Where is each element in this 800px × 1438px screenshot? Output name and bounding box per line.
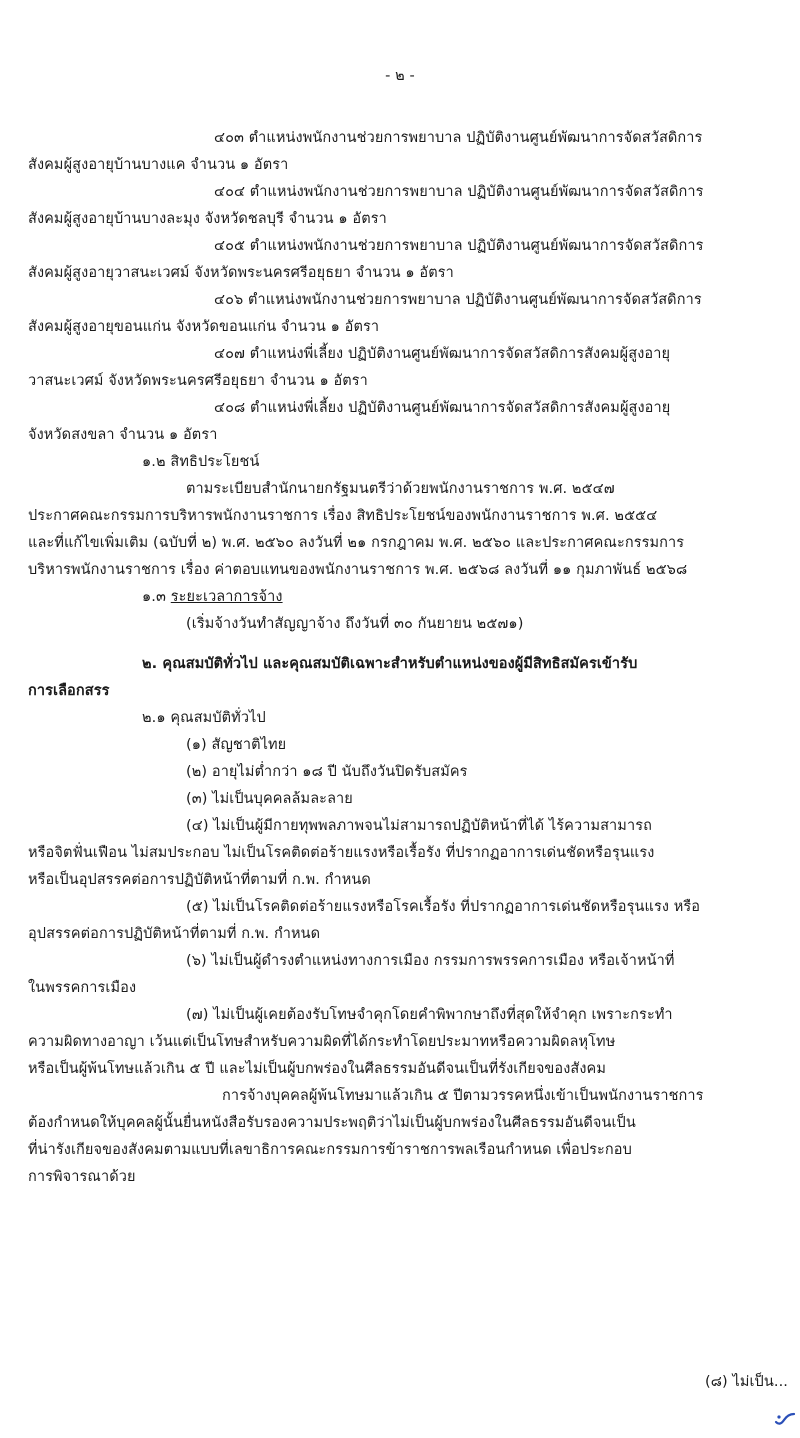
position-line: ๔๐๕ ตำแหน่งพนักงานช่วยการพยาบาล ปฏิบัติงานศูนย์พัฒนาการจัดสวัสดิการ: [214, 238, 704, 254]
benefits-heading: ๑.๒ สิทธิประโยชน์: [142, 454, 260, 470]
qualification-item: (๗) ไม่เป็นผู้เคยต้องรับโทษจำคุกโดยคำพิพากษาถึงที่สุดให้จำคุก เพราะกระทำ: [186, 1007, 673, 1023]
qualification-item: ในพรรคการเมือง: [28, 980, 137, 996]
continuation-text: (๘) ไม่เป็น...: [704, 1374, 788, 1390]
section2-title: ๒. คุณสมบัติทั่วไป และคุณสมบัติเฉพาะสำหรับตำแหน่งของผู้มีสิทธิสมัครเข้ารับ: [142, 656, 638, 672]
position-line: สังคมผู้สูงอายุวาสนะเวศม์ จังหวัดพระนครศรีอยุธยา จำนวน ๑ อัตรา: [28, 265, 454, 281]
position-line: ๔๐๖ ตำแหน่งพนักงานช่วยการพยาบาล ปฏิบัติงานศูนย์พัฒนาการจัดสวัสดิการ: [214, 292, 702, 308]
position-line: ๔๐๔ ตำแหน่งพนักงานช่วยการพยาบาล ปฏิบัติงานศูนย์พัฒนาการจัดสวัสดิการ: [214, 184, 704, 200]
employment-period-text: (เริ่มจ้างวันทำสัญญาจ้าง ถึงวันที่ ๓๐ กันยายน ๒๕๗๑): [186, 616, 524, 632]
qualification-item: ความผิดทางอาญา เว้นแต่เป็นโทษสำหรับความผิดที่ได้กระทำโดยประมาทหรือความผิดลหุโทษ: [28, 1034, 616, 1050]
position-line: ๔๐๗ ตำแหน่งพี่เลี้ยง ปฏิบัติงานศูนย์พัฒนาการจัดสวัสดิการสังคมผู้สูงอายุ: [214, 346, 671, 362]
benefits-line: ตามระเบียบสำนักนายกรัฐมนตรีว่าด้วยพนักงานราชการ พ.ศ. ๒๕๔๗: [186, 481, 615, 497]
qualification-item: อุปสรรคต่อการปฏิบัติหน้าที่ตามที่ ก.พ. กำหนด: [28, 926, 321, 942]
benefits-line: บริหารพนักงานราชการ เรื่อง ค่าตอบแทนของพนักงานราชการ พ.ศ. ๒๕๖๘ ลงวันที่ ๑๑ กุมภาพันธ์ ๒๕๖๘: [28, 562, 688, 578]
position-line: จังหวัดสงขลา จำนวน ๑ อัตรา: [28, 427, 218, 443]
ink-mark-icon: [772, 1408, 798, 1428]
general-qualifications-heading: ๒.๑ คุณสมบัติทั่วไป: [142, 710, 266, 726]
qualification-item: (๒) อายุไม่ต่ำกว่า ๑๘ ปี นับถึงวันปิดรับสมัคร: [186, 764, 468, 780]
qualification-item: หรือจิตฟั่นเฟือน ไม่สมประกอบ ไม่เป็นโรคติดต่อร้ายแรงหรือเรื้อรัง ที่ปรากฏอาการเด่นชัดหรือรุนแรง: [28, 845, 655, 861]
page-number: - ๒ -: [385, 68, 415, 84]
employment-period-title: ระยะเวลาการจ้าง: [170, 589, 283, 605]
note-line: ที่น่ารังเกียจของสังคมตามแบบที่เลขาธิการคณะกรรมการข้าราชการพลเรือนกำหนด เพื่อประกอบ: [28, 1142, 632, 1158]
qualification-item: หรือเป็นผู้พ้นโทษแล้วเกิน ๕ ปี และไม่เป็นผู้บกพร่องในศีลธรรมอันดีจนเป็นที่รังเกียจของสังคม: [28, 1061, 607, 1077]
note-line: การจ้างบุคคลผู้พ้นโทษมาแล้วเกิน ๕ ปีตามวรรคหนึ่งเข้าเป็นพนักงานราชการ: [222, 1088, 704, 1104]
benefits-line: ประกาศคณะกรรมการบริหารพนักงานราชการ เรื่อง สิทธิประโยชน์ของพนักงานราชการ พ.ศ. ๒๕๕๔: [28, 508, 658, 524]
position-line: สังคมผู้สูงอายุบ้านบางแค จำนวน ๑ อัตรา: [28, 157, 289, 173]
section2-title-cont: การเลือกสรร: [28, 683, 110, 699]
position-line: ๔๐๓ ตำแหน่งพนักงานช่วยการพยาบาล ปฏิบัติงานศูนย์พัฒนาการจัดสวัสดิการ: [214, 130, 703, 146]
position-line: ๔๐๘ ตำแหน่งพี่เลี้ยง ปฏิบัติงานศูนย์พัฒนาการจัดสวัสดิการสังคมผู้สูงอายุ: [214, 400, 671, 416]
employment-period-heading: [142, 587, 283, 607]
position-line: สังคมผู้สูงอายุขอนแก่น จังหวัดขอนแก่น จำนวน ๑ อัตรา: [28, 319, 380, 335]
note-line: ต้องกำหนดให้บุคคลผู้นั้นยื่นหนังสือรับรองความประพฤติว่าไม่เป็นผู้บกพร่องในศีลธรรมอันดีจนเป็น: [28, 1115, 636, 1131]
benefits-line: และที่แก้ไขเพิ่มเติม (ฉบับที่ ๒) พ.ศ. ๒๕๖๐ ลงวันที่ ๒๑ กรกฎาคม พ.ศ. ๒๕๖๐ และประกาศคณะกรรมการ: [28, 535, 685, 551]
qualification-item: (๔) ไม่เป็นผู้มีกายทุพพลภาพจนไม่สามารถปฏิบัติหน้าที่ได้ ไร้ความสามารถ: [186, 818, 652, 834]
qualification-item: หรือเป็นอุปสรรคต่อการปฏิบัติหน้าที่ตามที่ ก.พ. กำหนด: [28, 872, 371, 888]
qualification-item: (๑) สัญชาติไทย: [186, 737, 287, 753]
position-line: วาสนะเวศม์ จังหวัดพระนครศรีอยุธยา จำนวน ๑ อัตรา: [28, 373, 368, 389]
position-line: สังคมผู้สูงอายุบ้านบางละมุง จังหวัดชลบุรี จำนวน ๑ อัตรา: [28, 211, 387, 227]
qualification-item: (๕) ไม่เป็นโรคติดต่อร้ายแรงหรือโรคเรื้อรัง ที่ปรากฏอาการเด่นชัดหรือรุนแรง หรือ: [186, 899, 701, 915]
employment-period-number: ๑.๓: [142, 589, 171, 605]
qualification-item: (๖) ไม่เป็นผู้ดำรงตำแหน่งทางการเมือง กรรมการพรรคการเมือง หรือเจ้าหน้าที่: [186, 953, 675, 969]
qualification-item: (๓) ไม่เป็นบุคคลล้มละลาย: [186, 791, 353, 807]
note-line: การพิจารณาด้วย: [28, 1169, 136, 1185]
